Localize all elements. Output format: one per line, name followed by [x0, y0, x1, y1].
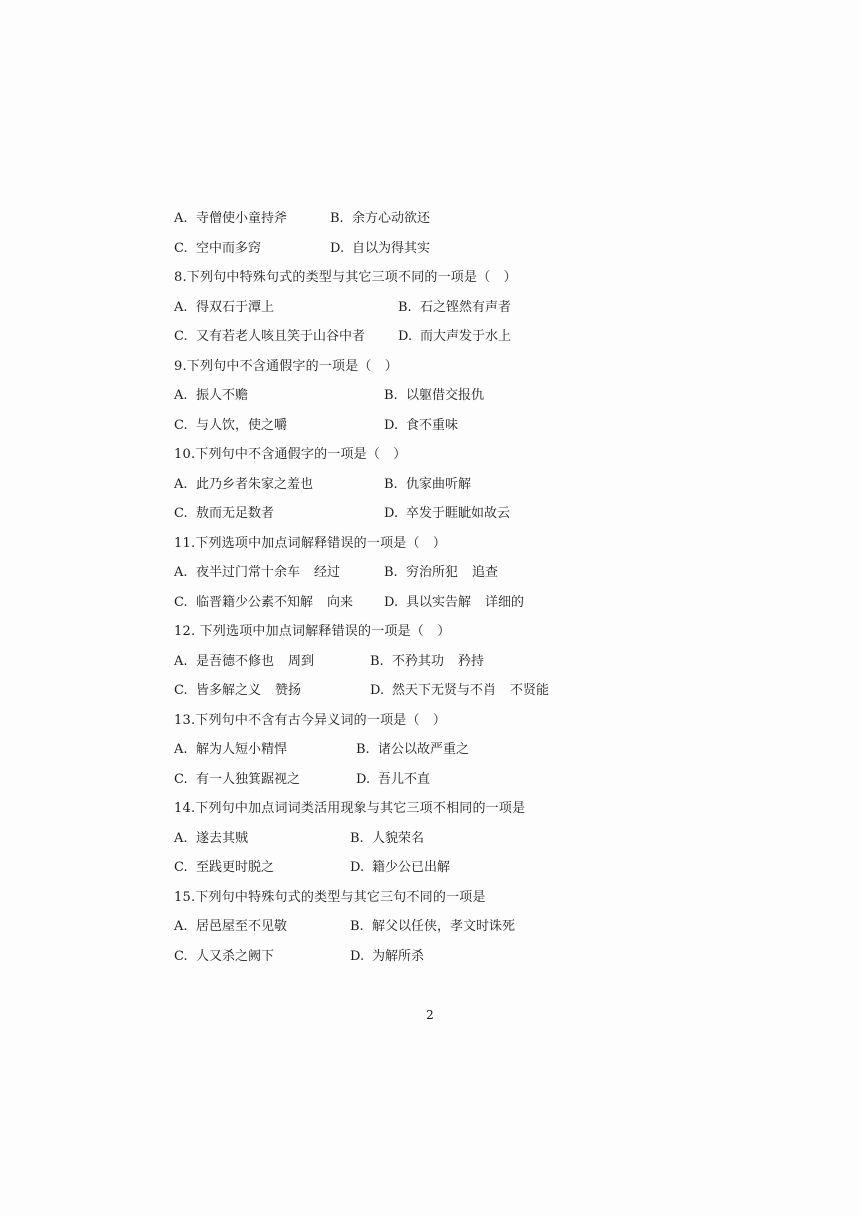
option-c: [174, 592, 353, 614]
option-d: [384, 592, 524, 614]
option-text: 居邑屋至不见敬: [196, 919, 288, 934]
option-text: 不矜其功: [392, 653, 445, 669]
option-d: [384, 415, 458, 437]
question-stem: 9.下列句中不含通假字的一项是（ ）: [174, 358, 399, 374]
option-letter: B.: [350, 919, 364, 934]
option-d: [384, 503, 510, 525]
option-text: 具以实告解: [406, 594, 472, 610]
option-letter: C.: [174, 594, 188, 610]
option-text: 为解所杀: [372, 948, 425, 964]
option-b: [384, 474, 471, 496]
option-b: [370, 651, 484, 673]
option-c: [174, 326, 365, 348]
option-text: 此乃乡者朱家之羞也: [196, 476, 314, 492]
option-text: 余方心动欲还: [352, 211, 431, 226]
option-a: [174, 651, 314, 673]
option-text: 石之铿然有声者: [420, 299, 512, 315]
option-text: 人又杀之阙下: [196, 948, 275, 964]
option-letter: A.: [174, 388, 188, 403]
option-d: [330, 238, 430, 260]
option-letter: D.: [384, 506, 399, 521]
option-a: [174, 474, 313, 496]
question-stem: 14.下列句中加点词词类活用现象与其它三项不相同的一项是: [174, 801, 526, 816]
option-letter: D.: [398, 329, 413, 344]
question-stem: 12. 下列选项中加点词解释错误的一项是（ ）: [174, 624, 451, 639]
option-text: 是吾德不修也: [196, 653, 275, 669]
option-letter: B.: [398, 299, 412, 315]
option-c: [174, 238, 261, 260]
option-letter: C.: [174, 240, 188, 256]
option-letter: D.: [350, 948, 365, 964]
option-letter: C.: [174, 506, 188, 521]
option-text: 解父以任侠，孝文时诛死: [372, 919, 516, 934]
option-letter: D.: [330, 240, 345, 256]
option-letter: B.: [384, 565, 398, 580]
option-c: [174, 769, 300, 791]
option-c: [174, 503, 274, 525]
option-b: [350, 916, 515, 938]
option-b: [384, 385, 484, 407]
question-stem: 8.下列句中特殊句式的类型与其它三项不同的一项是（ ）: [174, 270, 517, 285]
option-d: [350, 946, 424, 968]
option-gloss: 详细的: [485, 594, 525, 610]
option-b: [398, 297, 511, 319]
option-letter: C.: [174, 860, 188, 875]
option-text: 然天下无贤与不肖: [392, 683, 497, 698]
option-gloss: 向来: [327, 594, 354, 610]
option-c: [174, 946, 274, 968]
option-c: [174, 680, 301, 702]
option-text: 又有若老人咳且笑于山谷中者: [196, 329, 366, 344]
option-text: 诸公以故严重之: [378, 742, 470, 757]
option-text: 籍少公已出解: [372, 860, 451, 875]
option-text: 敖而无足数者: [196, 506, 275, 521]
option-text: 以躯借交报仇: [406, 388, 485, 403]
option-b: [356, 739, 469, 761]
option-letter: C.: [174, 683, 188, 698]
option-c: [174, 415, 287, 437]
option-letter: A.: [174, 299, 188, 315]
option-gloss: 周到: [288, 653, 315, 669]
option-text: 解为人短小精悍: [196, 742, 288, 757]
option-text: 穷治所犯: [406, 565, 459, 580]
option-c: [174, 857, 274, 879]
option-letter: B.: [384, 476, 398, 492]
option-letter: A.: [174, 742, 188, 757]
option-letter: B.: [356, 742, 370, 757]
question-stem: 13.下列句中不含有古今异义词的一项是（ ）: [174, 712, 447, 728]
question-stem: 15.下列句中特殊句式的类型与其它三句不同的一项是: [174, 889, 486, 905]
option-text: 自以为得其实: [352, 240, 431, 256]
option-letter: D.: [384, 594, 399, 610]
option-letter: C.: [174, 329, 188, 344]
option-d: [356, 769, 430, 791]
option-gloss: 追查: [472, 565, 499, 580]
option-text: 得双石于潭上: [196, 299, 275, 315]
option-letter: B.: [370, 653, 384, 669]
option-text: 至践更时脱之: [196, 860, 275, 875]
option-text: 寺僧使小童持斧: [196, 211, 288, 226]
option-text: 与人饮，使之嚼: [196, 417, 288, 433]
page-number: 2: [426, 1008, 434, 1022]
option-text: 遂去其贼: [196, 830, 249, 846]
option-letter: A.: [174, 565, 188, 580]
option-gloss: 不贤能: [510, 683, 550, 698]
option-text: 皆多解之义: [196, 683, 262, 698]
option-letter: B.: [330, 211, 344, 226]
option-text: 有一人独箕踞视之: [196, 771, 301, 787]
option-letter: D.: [384, 417, 399, 433]
option-a: [174, 739, 287, 761]
option-d: [398, 326, 511, 348]
option-letter: C.: [174, 417, 188, 433]
option-text: 空中而多窍: [196, 240, 262, 256]
option-text: 而大声发于水上: [420, 329, 512, 344]
option-letter: A.: [174, 476, 188, 492]
option-text: 吾儿不直: [378, 771, 431, 787]
option-d: [350, 857, 450, 879]
option-letter: A.: [174, 653, 188, 669]
option-b: [384, 562, 498, 584]
option-gloss: 经过: [314, 565, 341, 580]
option-b: [330, 208, 430, 230]
question-stem: 10.下列句中不含通假字的一项是（ ）: [174, 447, 407, 462]
option-text: 振人不赡: [196, 388, 249, 403]
option-a: [174, 208, 287, 230]
option-text: 卒发于睚眦如故云: [406, 506, 511, 521]
option-letter: A.: [174, 919, 188, 934]
option-gloss: 矜持: [458, 653, 485, 669]
option-d: [370, 680, 549, 702]
option-a: [174, 385, 248, 407]
option-text: 夜半过门常十余车: [196, 565, 301, 580]
option-a: [174, 562, 340, 584]
option-letter: B.: [384, 388, 398, 403]
option-a: [174, 297, 274, 319]
option-letter: C.: [174, 771, 188, 787]
option-a: [174, 828, 248, 850]
option-text: 食不重味: [406, 417, 459, 433]
option-letter: D.: [350, 860, 365, 875]
option-a: [174, 916, 287, 938]
option-letter: D.: [370, 683, 385, 698]
option-letter: D.: [356, 771, 371, 787]
option-gloss: 赞扬: [275, 683, 302, 698]
option-text: 临晋籍少公素不知解: [196, 594, 314, 610]
question-stem: 11.下列选项中加点词解释错误的一项是（ ）: [174, 535, 447, 551]
option-text: 仇家曲听解: [406, 476, 472, 492]
option-letter: A.: [174, 830, 188, 846]
option-text: 人貌荣名: [372, 830, 425, 846]
option-b: [350, 828, 424, 850]
option-letter: C.: [174, 948, 188, 964]
option-letter: A.: [174, 211, 188, 226]
option-letter: B.: [350, 830, 364, 846]
